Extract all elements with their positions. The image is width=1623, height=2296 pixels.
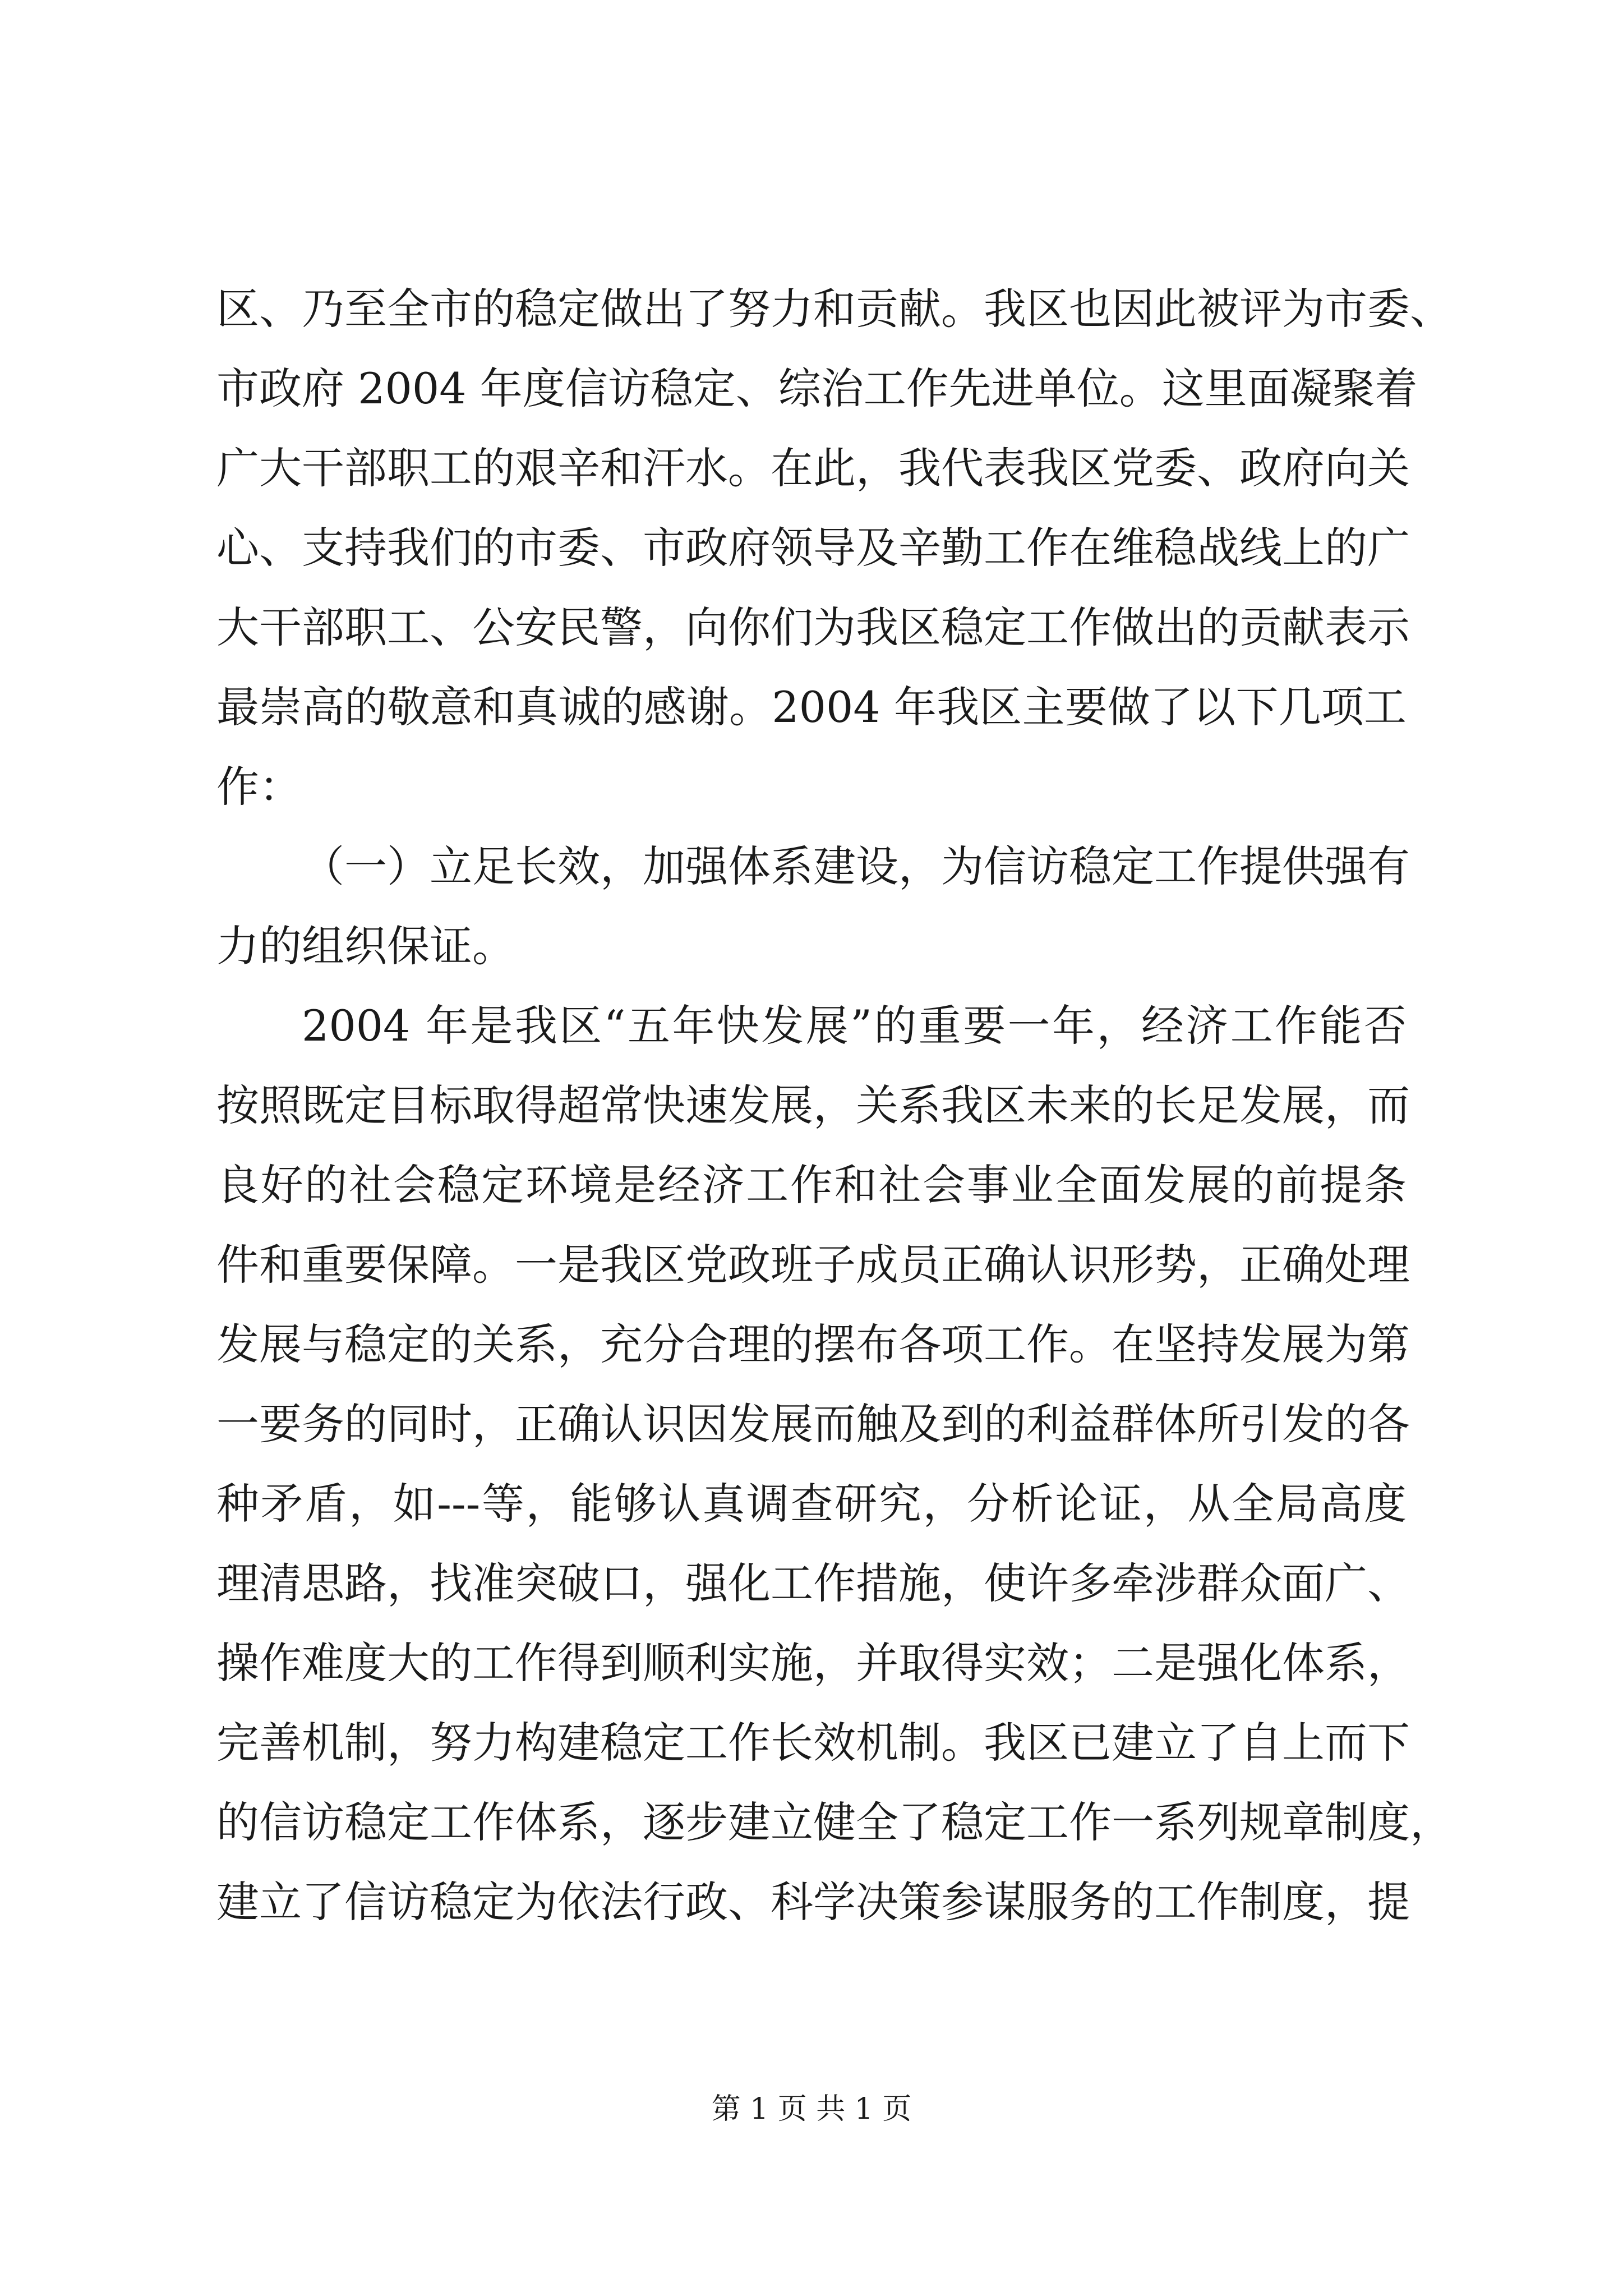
text-line: 操作难度大的工作得到顺利实施，并取得实效；二是强化体系， <box>216 1638 1410 1688</box>
text-line: 建立了信访稳定为依法行政、科学决策参谋服务的工作制度，提 <box>216 1877 1410 1927</box>
text-line: 一要务的同时，正确认识因发展而触及到的利益群体所引发的各 <box>216 1399 1410 1449</box>
section-heading-line: 力的组织保证。 <box>216 921 515 971</box>
text-line: 大干部职工、公安民警，向你们为我区稳定工作做出的贡献表示 <box>216 602 1410 652</box>
text-line: 理清思路，找准突破口，强化工作措施，使许多牵涉群众面广、 <box>216 1558 1410 1608</box>
section-heading-line: （一）立足长效，加强体系建设，为信访稳定工作提供强有 <box>302 841 1410 891</box>
body-text <box>216 269 1453 1942</box>
page-footer: 第 1 页 共 1 页 <box>711 2092 912 2126</box>
text-line: 区、乃至全市的稳定做出了努力和贡献。我区也因此被评为市委、 <box>216 284 1453 334</box>
text-line: 2004 年是我区“五年快发展”的重要一年，经济工作能否 <box>302 1001 1407 1051</box>
text-line: 件和重要保障。一是我区党政班子成员正确认识形势，正确处理 <box>216 1240 1410 1290</box>
text-line: 广大干部职工的艰辛和汗水。在此，我代表我区党委、政府向关 <box>216 443 1410 493</box>
text-line: 的信访稳定工作体系，逐步建立健全了稳定工作一系列规章制度， <box>216 1797 1453 1847</box>
text-line: 发展与稳定的关系，充分合理的摆布各项工作。在坚持发展为第 <box>216 1319 1410 1369</box>
text-line: 最崇高的敬意和真诚的感谢。2004 年我区主要做了以下几项工 <box>216 682 1407 732</box>
text-line: 市政府 2004 年度信访稳定、综治工作先进单位。这里面凝聚着 <box>216 364 1418 413</box>
text-line: 良好的社会稳定环境是经济工作和社会事业全面发展的前提条 <box>216 1160 1407 1210</box>
text-line: 完善机制，努力构建稳定工作长效机制。我区已建立了自上而下 <box>216 1718 1410 1768</box>
text-line: 种矛盾，如---等，能够认真调查研究，分析论证，从全局高度 <box>216 1479 1407 1529</box>
text-line: 按照既定目标取得超常快速发展，关系我区未来的长足发展，而 <box>216 1080 1410 1130</box>
text-line: 作： <box>216 762 302 812</box>
text-line: 心、支持我们的市委、市政府领导及辛勤工作在维稳战线上的广 <box>216 523 1410 573</box>
